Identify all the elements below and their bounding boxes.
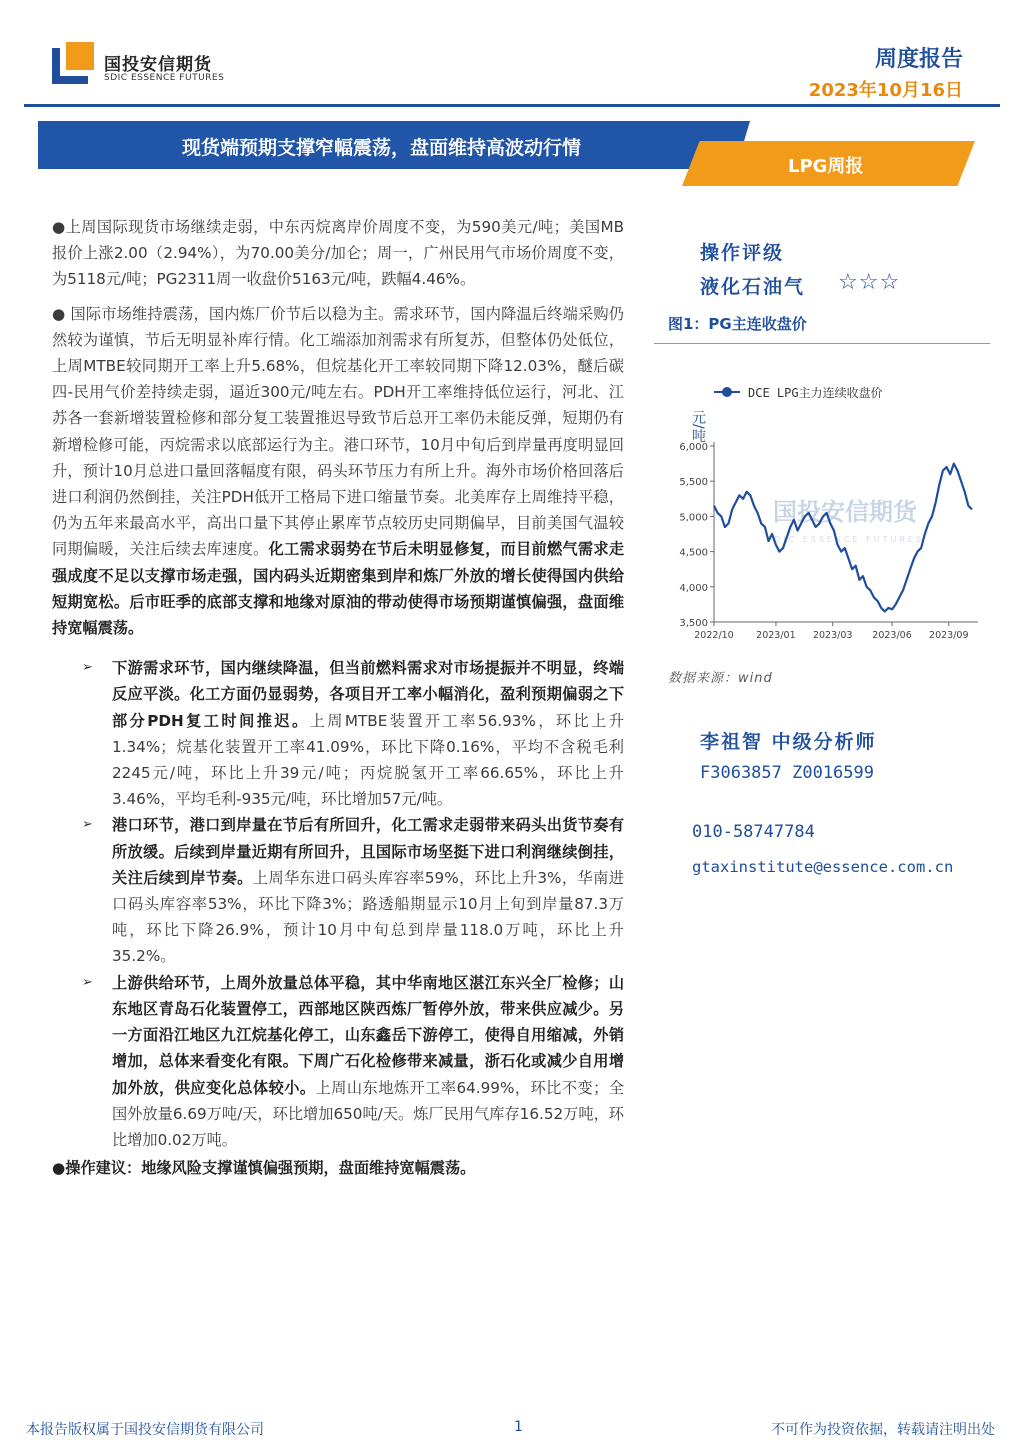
report-date: 2023年10月16日: [808, 80, 963, 101]
list-item-demand: [82, 655, 624, 812]
report-title: 现货端预期支撑窄幅震荡，盘面维持高波动行情: [182, 137, 582, 159]
figure-title: 图1：PG主连收盘价: [668, 315, 807, 333]
port-highlight: 港口环节，港口到岸量在节后有所回升，化工需求走弱带来码头出货节奏有所放缓。后续到岸量近期有所回升，且国际市场坚挺下进口利润继续倒挂，关注后续到岸节奏。: [112, 816, 624, 887]
arrow-bullet-icon: ➢: [82, 817, 93, 833]
contact-email[interactable]: gtaxinstitute@essence.com.cn: [692, 858, 954, 876]
legend-label: DCE LPG主力连续收盘价: [748, 386, 883, 400]
footer-copyright: 本报告版权属于国投安信期货有限公司: [26, 1422, 264, 1438]
list-item-port: [82, 812, 624, 969]
logo-text-en: SDIC ESSENCE FUTURES: [104, 73, 225, 83]
x-tick-label: 2023/06: [872, 630, 912, 641]
analyst-license: F3063857 Z0016599: [700, 763, 874, 783]
supply-highlight: 上游供给环节，上周外放量总体平稳，其中华南地区湛江东兴全厂检修；山东地区青岛石化装置停工，西部地区陕西炼厂暂停外放，带来供应减少。另一方面沿江地区九江烷基化停工，山东鑫岳下游停工，使得自用缩减，外销增加，总体来看变化有限。下周广石化检修带来减量，浙石化或减少自用增加外放，供应变化总体较小。: [112, 973, 624, 1097]
legend-marker: [722, 387, 732, 397]
operation-advice-text: ●操作建议：地缘风险支撑谨慎偏强预期，盘面维持宽幅震荡。: [52, 1159, 476, 1178]
demand-highlight: 下游需求环节，国内继续降温，但当前燃料需求对市场提振并不明显，终端反应平淡。化工方面仍显弱势，各项目开工率小幅消化，盈利预期偏弱之下部分PDH复工时间推迟。: [112, 659, 624, 730]
chart-watermark: [766, 498, 924, 544]
chart-legend: [714, 385, 883, 400]
rating-product: 液化石油气: [700, 276, 806, 298]
footer-disclaimer: 不可作为投资依据，转载请注明出处: [771, 1422, 995, 1438]
analysis-text: ● 国际市场维持震荡，国内炼厂价节后以稳为主。需求环节，国内降温后终端采购仍然较为谨慎，节后无明显补库行情。化工端添加剂需求有所复苏，但整体仍处低位，上周MTBE较同期开工率上升5.68%，但烷基化开工率较同期下降12.03%，醚后碳四-民用气价差持续走弱，逼近300元/吨左右。PDH开工率维持低位运行，河北、江苏各一套新增装置检修和部分复工装置推迟导致节后总开工率仍未能反弹，短期仍有新增检修可能，丙烷需求以底部运行为主。港口环节，10月中旬后到岸量再度明显回升，预计10月总进口量回落幅度有限，码头环节压力有所上升。海外市场价格回落后进口利润仍然倒挂，关注PDH低开工格局下进口缩量节奏。北美库存上周维持平稳，仍为五年来最高水平，高出口量下其停止累库节点较历史同期偏早，目前美国气温较同期偏暖，关注后续去库速度。: [52, 304, 624, 559]
x-tick-label: 2023/03: [812, 630, 853, 641]
y-axis-label: 元/吨: [690, 410, 706, 443]
arrow-bullet-icon: ➢: [82, 660, 93, 676]
detail-list: [52, 655, 624, 1153]
report-type: 周度报告: [874, 47, 963, 72]
y-tick-label: 6,000: [679, 442, 708, 453]
watermark-text: 国投安信期货: [773, 498, 917, 526]
page-number: 1: [514, 1419, 523, 1435]
port-detail: 上周华东进口码头库容率59%，环比上升3%，华南进口码头库容率53%，环比下降3%；路透船期显示10月上旬到岸量87.3万吨，环比下降26.9%，预计10月中旬总到岸量118.0万吨，环比上升35.2%。: [112, 868, 625, 966]
y-tick-label: 4,000: [679, 582, 708, 594]
analyst-name: 李祖智 中级分析师: [700, 731, 877, 753]
logo-text-cn: 国投安信期货: [104, 55, 212, 75]
report-tag: LPG周报: [788, 156, 864, 177]
company-logo: [52, 42, 242, 88]
y-tick-label: 3,500: [679, 618, 708, 629]
supply-detail: 上周山东地炼开工率64.99%，环比不变；全国外放量6.69万吨/天，环比增加650吨/天。炼厂民用气库存16.52万吨，环比增加0.02万吨。: [112, 1078, 624, 1149]
x-tick-label: 2023/09: [929, 630, 969, 641]
figure-divider: [654, 343, 990, 344]
y-tick-label: 4,500: [679, 547, 708, 559]
x-tick-label: 2022/10: [694, 630, 734, 641]
list-item-supply: [82, 970, 624, 1153]
contact-phone: 010-58747784: [692, 822, 815, 842]
y-tick-label: 5,500: [679, 477, 708, 489]
operation-advice: [52, 1155, 624, 1181]
analysis-paragraph: [52, 301, 624, 642]
rating-label: 操作评级: [700, 242, 785, 264]
x-tick-label: 2023/01: [756, 630, 796, 641]
arrow-bullet-icon: ➢: [82, 974, 93, 990]
demand-detail: 上周MTBE装置开工率56.93%，环比上升1.34%；烷基化装置开工率41.09%，环比下降0.16%，平均不含税毛利2245元/吨，环比上升39元/吨；丙烷脱氢开工率66.65%，环比上升3.46%，平均毛利-935元/吨，环比增加57元/吨。: [112, 711, 625, 809]
data-source: 数据来源：wind: [668, 671, 773, 686]
chart-axes: [714, 442, 978, 622]
rating-stars: ☆☆☆: [838, 270, 901, 295]
watermark-subtext: SDIC ESSENCE FUTURES: [765, 535, 925, 544]
summary-paragraph: ●上周国际现货市场继续走弱，中东丙烷离岸价周度不变，为590美元/吨；美国MB报价上涨2.00（2.94%），为70.00美分/加仑；周一，广州民用气市场价周度不变，为5118元/吨；PG2311周一收盘价5163元/吨，跌幅4.46%。: [52, 218, 624, 289]
header-divider: [24, 104, 1000, 107]
y-tick-label: 5,000: [679, 512, 708, 524]
main-content: [52, 214, 624, 1189]
analysis-conclusion: 化工需求弱势在节后未明显修复，而目前燃气需求走强成度不足以支撑市场走强，国内码头近期密集到岸和炼厂外放的增长使得国内供给短期宽松。后市旺季的底部支撑和地缘对原油的带动使得市场预期谨慎偏强，盘面维持宽幅震荡。: [52, 540, 625, 638]
price-line-chart: [660, 370, 990, 655]
logo-mark-icon: [52, 42, 94, 84]
